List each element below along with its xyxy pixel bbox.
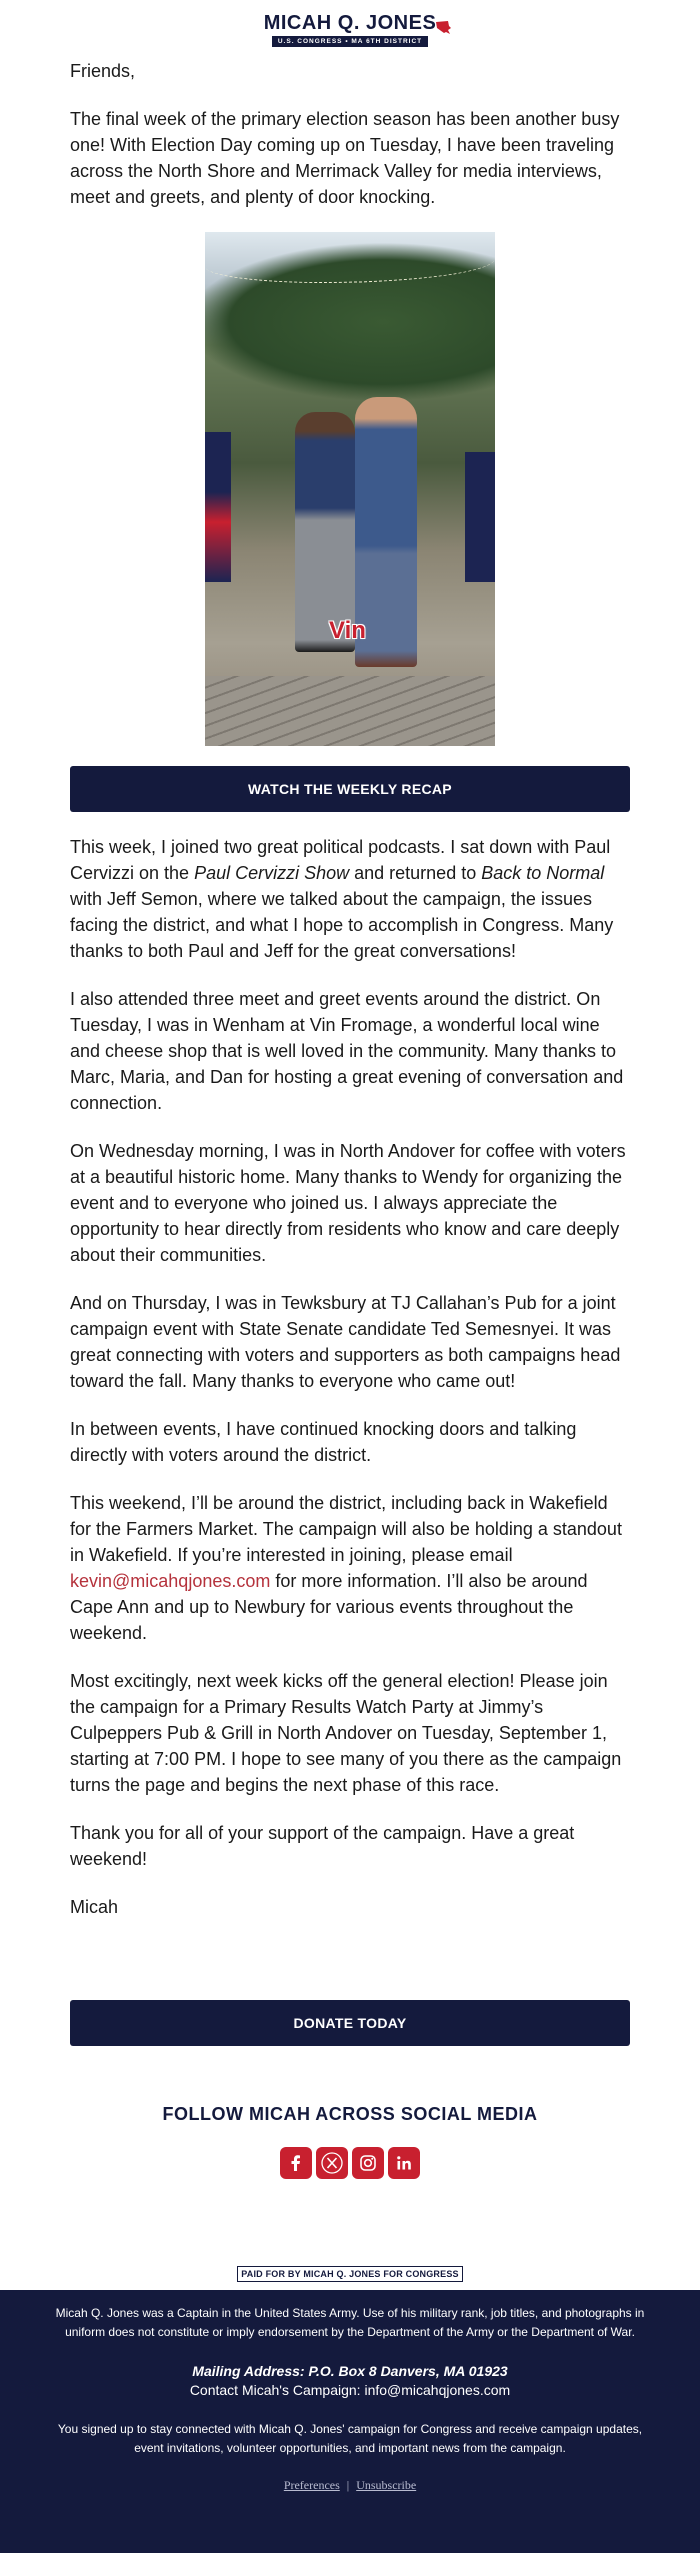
thanks-paragraph: Thank you for all of your support of the campaign. Have a great weekend! bbox=[70, 1823, 575, 1869]
greeting: Friends, bbox=[70, 61, 136, 81]
email-body bbox=[70, 58, 630, 746]
preferences-link[interactable]: Preferences bbox=[283, 2478, 340, 2492]
signoff: Micah bbox=[70, 1897, 119, 1917]
podcast-show-2: Back to Normal bbox=[481, 863, 605, 883]
contact-email-link[interactable]: info@micahqjones.com bbox=[364, 2382, 511, 2398]
instagram-icon[interactable] bbox=[352, 2147, 384, 2179]
event-photo bbox=[205, 232, 495, 746]
podcasts-text-2: and returned to bbox=[349, 863, 482, 883]
facebook-icon[interactable] bbox=[280, 2147, 312, 2179]
mailing-address: Mailing Address: P.O. Box 8 Danvers, MA 01923 bbox=[192, 2363, 508, 2379]
thursday-paragraph: And on Thursday, I was in Tewksbury at TJ Callahan’s Pub for a joint campaign event with State Senate candidate Ted Semesnyei. It was great connecting with voters and supporters as both campaigns head toward the fall. Many thanks to everyone who came out! bbox=[70, 1293, 621, 1391]
wednesday-paragraph: On Wednesday morning, I was in North Andover for coffee with voters at a beautiful historic home. Many thanks to Wendy for organizing the event and to everyone who joined us. I always appreciate the opportunity to hear directly from residents who know and care deeply about their communities. bbox=[70, 1141, 626, 1265]
meet-greet-paragraph: I also attended three meet and greet events around the district. On Tuesday, I was in Wenham at Vin Fromage, a wonderful local wine and cheese shop that is well loved in the community. Many thanks to Marc, Maria, and Dan for hosting a great evening of conversation and connection. bbox=[70, 989, 624, 1113]
podcasts-text-3: with Jeff Semon, where we talked about the campaign, the issues facing the district, and what I hope to accomplish in Congress. Many thanks to both Paul and Jeff for the great conversations! bbox=[70, 889, 614, 961]
paid-for-text: PAID FOR BY MICAH Q. JONES FOR CONGRESS bbox=[237, 2266, 463, 2282]
weekend-paragraph bbox=[70, 1490, 630, 1646]
unsubscribe-link[interactable]: Unsubscribe bbox=[356, 2478, 417, 2492]
general-election-paragraph: Most excitingly, next week kicks off the general election! Please join the campaign for a Primary Results Watch Party at Jimmy’s Culpeppers Pub & Grill in North Andover on Tuesday, September 1, starting at 7:00 PM. I hope to see many of you there as the campaign turns the page and begins the next phase of this race. bbox=[70, 1671, 622, 1795]
link-separator: | bbox=[346, 2478, 350, 2492]
military-disclaimer: Micah Q. Jones was a Captain in the United States Army. Use of his military rank, job titles, and photographs in uniform does not constitute or imply endorsement by the Department of the Army or the Department of War. bbox=[55, 2306, 645, 2339]
logo-subtitle: U.S. CONGRESS • MA 6TH DISTRICT bbox=[272, 36, 428, 47]
email-header bbox=[0, 0, 700, 58]
signup-notice: You signed up to stay connected with Micah Q. Jones' campaign for Congress and receive campaign updates, event invitations, volunteer opportunities, and important news from the campaign. bbox=[57, 2422, 643, 2455]
social-title: FOLLOW MICAH ACROSS SOCIAL MEDIA bbox=[162, 2104, 538, 2124]
watch-recap-button[interactable]: WATCH THE WEEKLY RECAP bbox=[70, 766, 630, 812]
weekend-text-1: This weekend, I’ll be around the district, including back in Wakefield for the Farmers Market. The campaign will also be holding a standout in Wakefield. If you’re interested in joining, please email bbox=[70, 1493, 622, 1565]
massachusetts-icon bbox=[434, 18, 452, 38]
podcasts-paragraph bbox=[70, 834, 630, 964]
email-body-continued bbox=[70, 834, 630, 1920]
photo-container bbox=[70, 232, 630, 746]
contact-label: Contact Micah's Campaign: bbox=[189, 2382, 365, 2398]
photo-caption: Vin bbox=[329, 617, 366, 644]
paid-for-notice bbox=[0, 2264, 700, 2282]
contact-line bbox=[0, 2381, 700, 2400]
podcasts-text-1: This week, I joined two great political podcasts. I sat down with Paul Cervizzi on the bbox=[70, 837, 611, 883]
kevin-email-link[interactable]: kevin@micahqjones.com bbox=[70, 1571, 271, 1591]
footer bbox=[0, 2290, 700, 2553]
campaign-logo[interactable] bbox=[264, 12, 437, 47]
x-icon[interactable] bbox=[316, 2147, 348, 2179]
donate-button[interactable]: DONATE TODAY bbox=[70, 2000, 630, 2046]
social-icons bbox=[0, 2147, 700, 2179]
footer-links bbox=[0, 2476, 700, 2495]
linkedin-icon[interactable] bbox=[388, 2147, 420, 2179]
podcast-show-1: Paul Cervizzi Show bbox=[194, 863, 350, 883]
between-paragraph: In between events, I have continued knocking doors and talking directly with voters around the district. bbox=[70, 1419, 577, 1465]
intro-paragraph: The final week of the primary election season has been another busy one! With Election Day coming up on Tuesday, I have been traveling across the North Shore and Merrimack Valley for media interviews, meet and greets, and plenty of door knocking. bbox=[70, 109, 620, 207]
logo-name: MICAH Q. JONES bbox=[263, 11, 437, 34]
weekend-text-2: for more information. I’ll also be around Cape Ann and up to Newbury for various events throughout the weekend. bbox=[70, 1571, 588, 1643]
